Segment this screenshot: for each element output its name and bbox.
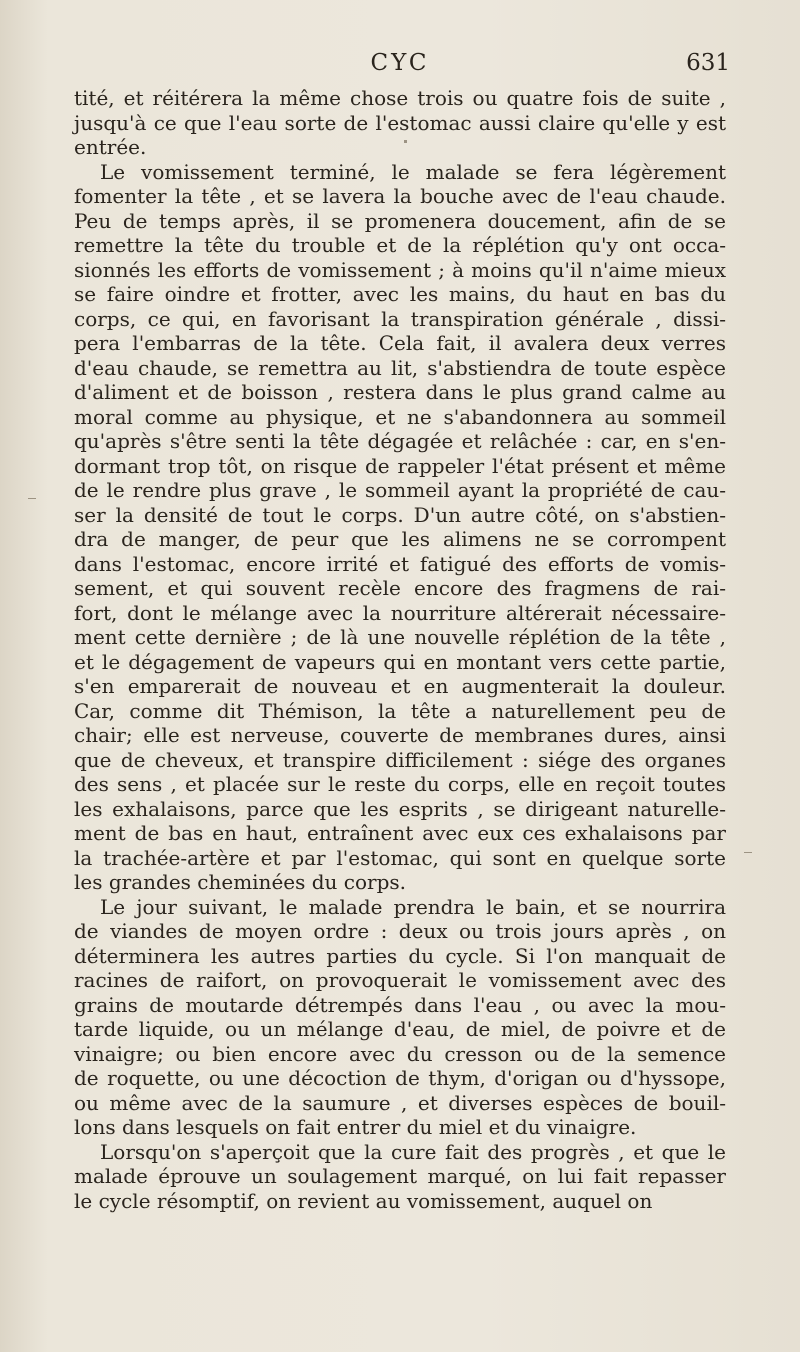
- text-line: Le jour suivant, le malade prendra le bain, et se nourrira: [100, 894, 726, 919]
- text-line: qu'après s'être senti la tête dégagée et relâchée : car, en s'en-: [74, 429, 726, 453]
- page-header: [74, 50, 730, 84]
- text-line: Peu de temps après, il se promenera doucement, afin de se: [74, 208, 726, 233]
- text-line: les exhalaisons, parce que les esprits , se dirigeant naturelle-: [74, 796, 726, 821]
- text-line: ou même avec de la saumure , et diverses espèces de bouil-: [74, 1090, 726, 1115]
- text-line: d'aliment et de boisson , restera dans le plus grand calme au: [74, 380, 726, 404]
- text-line: les grandes cheminées du corps.: [74, 870, 407, 894]
- paragraph: [74, 1140, 726, 1214]
- text-line: dra de manger, de peur que les alimens ne se corrompent: [74, 527, 726, 551]
- text-line: ser la densité de tout le corps. D'un autre côté, on s'abstien-: [74, 502, 726, 527]
- text-line: chair; elle est nerveuse, couverte de membranes dures, ainsi: [74, 723, 726, 747]
- text-line: grains de moutarde détrempés dans l'eau , ou avec la mou-: [74, 992, 726, 1017]
- paragraph: [74, 895, 726, 1140]
- text-line: moral comme au physique, et ne s'abandonnera au sommeil: [74, 404, 726, 429]
- text-line: tité, et réitérera la même chose trois ou quatre fois de suite ,: [74, 86, 726, 110]
- text-line: s'en emparerait de nouveau et en augmenterait la douleur.: [74, 674, 726, 698]
- print-speck: [28, 498, 36, 499]
- text-line: vinaigre; ou bien encore avec du cresson ou de la semence: [74, 1041, 726, 1066]
- text-line: de viandes de moyen ordre : deux ou trois jours après , on: [74, 919, 726, 943]
- text-line: déterminera les autres parties du cycle. Si l'on manquait de: [74, 943, 726, 968]
- text-line: et le dégagement de vapeurs qui en montant vers cette partie,: [74, 649, 726, 674]
- text-line: des sens , et placée sur le reste du corps, elle en reçoit toutes: [74, 772, 726, 796]
- running-head: CYC: [370, 50, 430, 76]
- text-line: sionnés les efforts de vomissement ; à moins qu'il n'aime mieux: [74, 257, 726, 282]
- text-line: sement, et qui souvent recèle encore des fragmens de rai-: [74, 576, 726, 600]
- text-line: ment cette dernière ; de là une nouvelle réplétion de la tête ,: [74, 625, 726, 649]
- text-line: pera l'embarras de la tête. Cela fait, il avalera deux verres: [74, 331, 726, 355]
- text-line: lons dans lesquels on fait entrer du miel et du vinaigre.: [74, 1115, 637, 1139]
- paragraph: [74, 160, 726, 895]
- text-line: de roquette, ou une décoction de thym, d'origan ou d'hyssope,: [74, 1066, 726, 1090]
- print-speck: [404, 140, 407, 143]
- text-line: entrée.: [74, 135, 147, 159]
- text-line: dans l'estomac, encore irrité et fatigué des efforts de vomis-: [74, 551, 726, 576]
- text-line: Lorsqu'on s'aperçoit que la cure fait des progrès , et que le: [100, 1139, 726, 1164]
- text-line: Le vomissement terminé, le malade se fera légèrement: [100, 159, 726, 184]
- paragraph: [74, 86, 726, 160]
- text-line: fomenter la tête , et se lavera la bouche avec de l'eau chaude.: [74, 184, 726, 208]
- text-line: tarde liquide, ou un mélange d'eau, de miel, de poivre et de: [74, 1017, 726, 1041]
- text-line: ment de bas en haut, entraînent avec eux ces exhalaisons par: [74, 821, 726, 845]
- text-line: malade éprouve un soulagement marqué, on lui fait repasser: [74, 1164, 726, 1188]
- text-line: fort, dont le mélange avec la nourriture altérerait nécessaire-: [74, 600, 726, 625]
- body-text: [74, 86, 726, 1213]
- text-line: la trachée-artère et par l'estomac, qui sont en quelque sorte: [74, 845, 726, 870]
- text-line: Car, comme dit Thémison, la tête a naturellement peu de: [74, 698, 726, 723]
- text-line: jusqu'à ce que l'eau sorte de l'estomac aussi claire qu'elle y est: [74, 110, 726, 135]
- text-line: le cycle résomptif, on revient au vomissement, auquel on: [74, 1188, 653, 1213]
- text-line: racines de raifort, on provoquerait le vomissement avec des: [74, 968, 726, 992]
- page-number: 631: [686, 50, 730, 76]
- print-speck: [744, 852, 752, 853]
- text-line: dormant trop tôt, on risque de rappeler l'état présent et même: [74, 453, 726, 478]
- text-line: remettre la tête du trouble et de la réplétion qu'y ont occa-: [74, 233, 726, 257]
- text-line: de le rendre plus grave , le sommeil ayant la propriété de cau-: [74, 478, 726, 502]
- text-line: corps, ce qui, en favorisant la transpiration générale , dissi-: [74, 306, 726, 331]
- text-line: que de cheveux, et transpire difficilement : siége des organes: [74, 747, 726, 772]
- text-line: se faire oindre et frotter, avec les mains, du haut en bas du: [74, 282, 726, 306]
- text-line: d'eau chaude, se remettra au lit, s'abstiendra de toute espèce: [74, 355, 726, 380]
